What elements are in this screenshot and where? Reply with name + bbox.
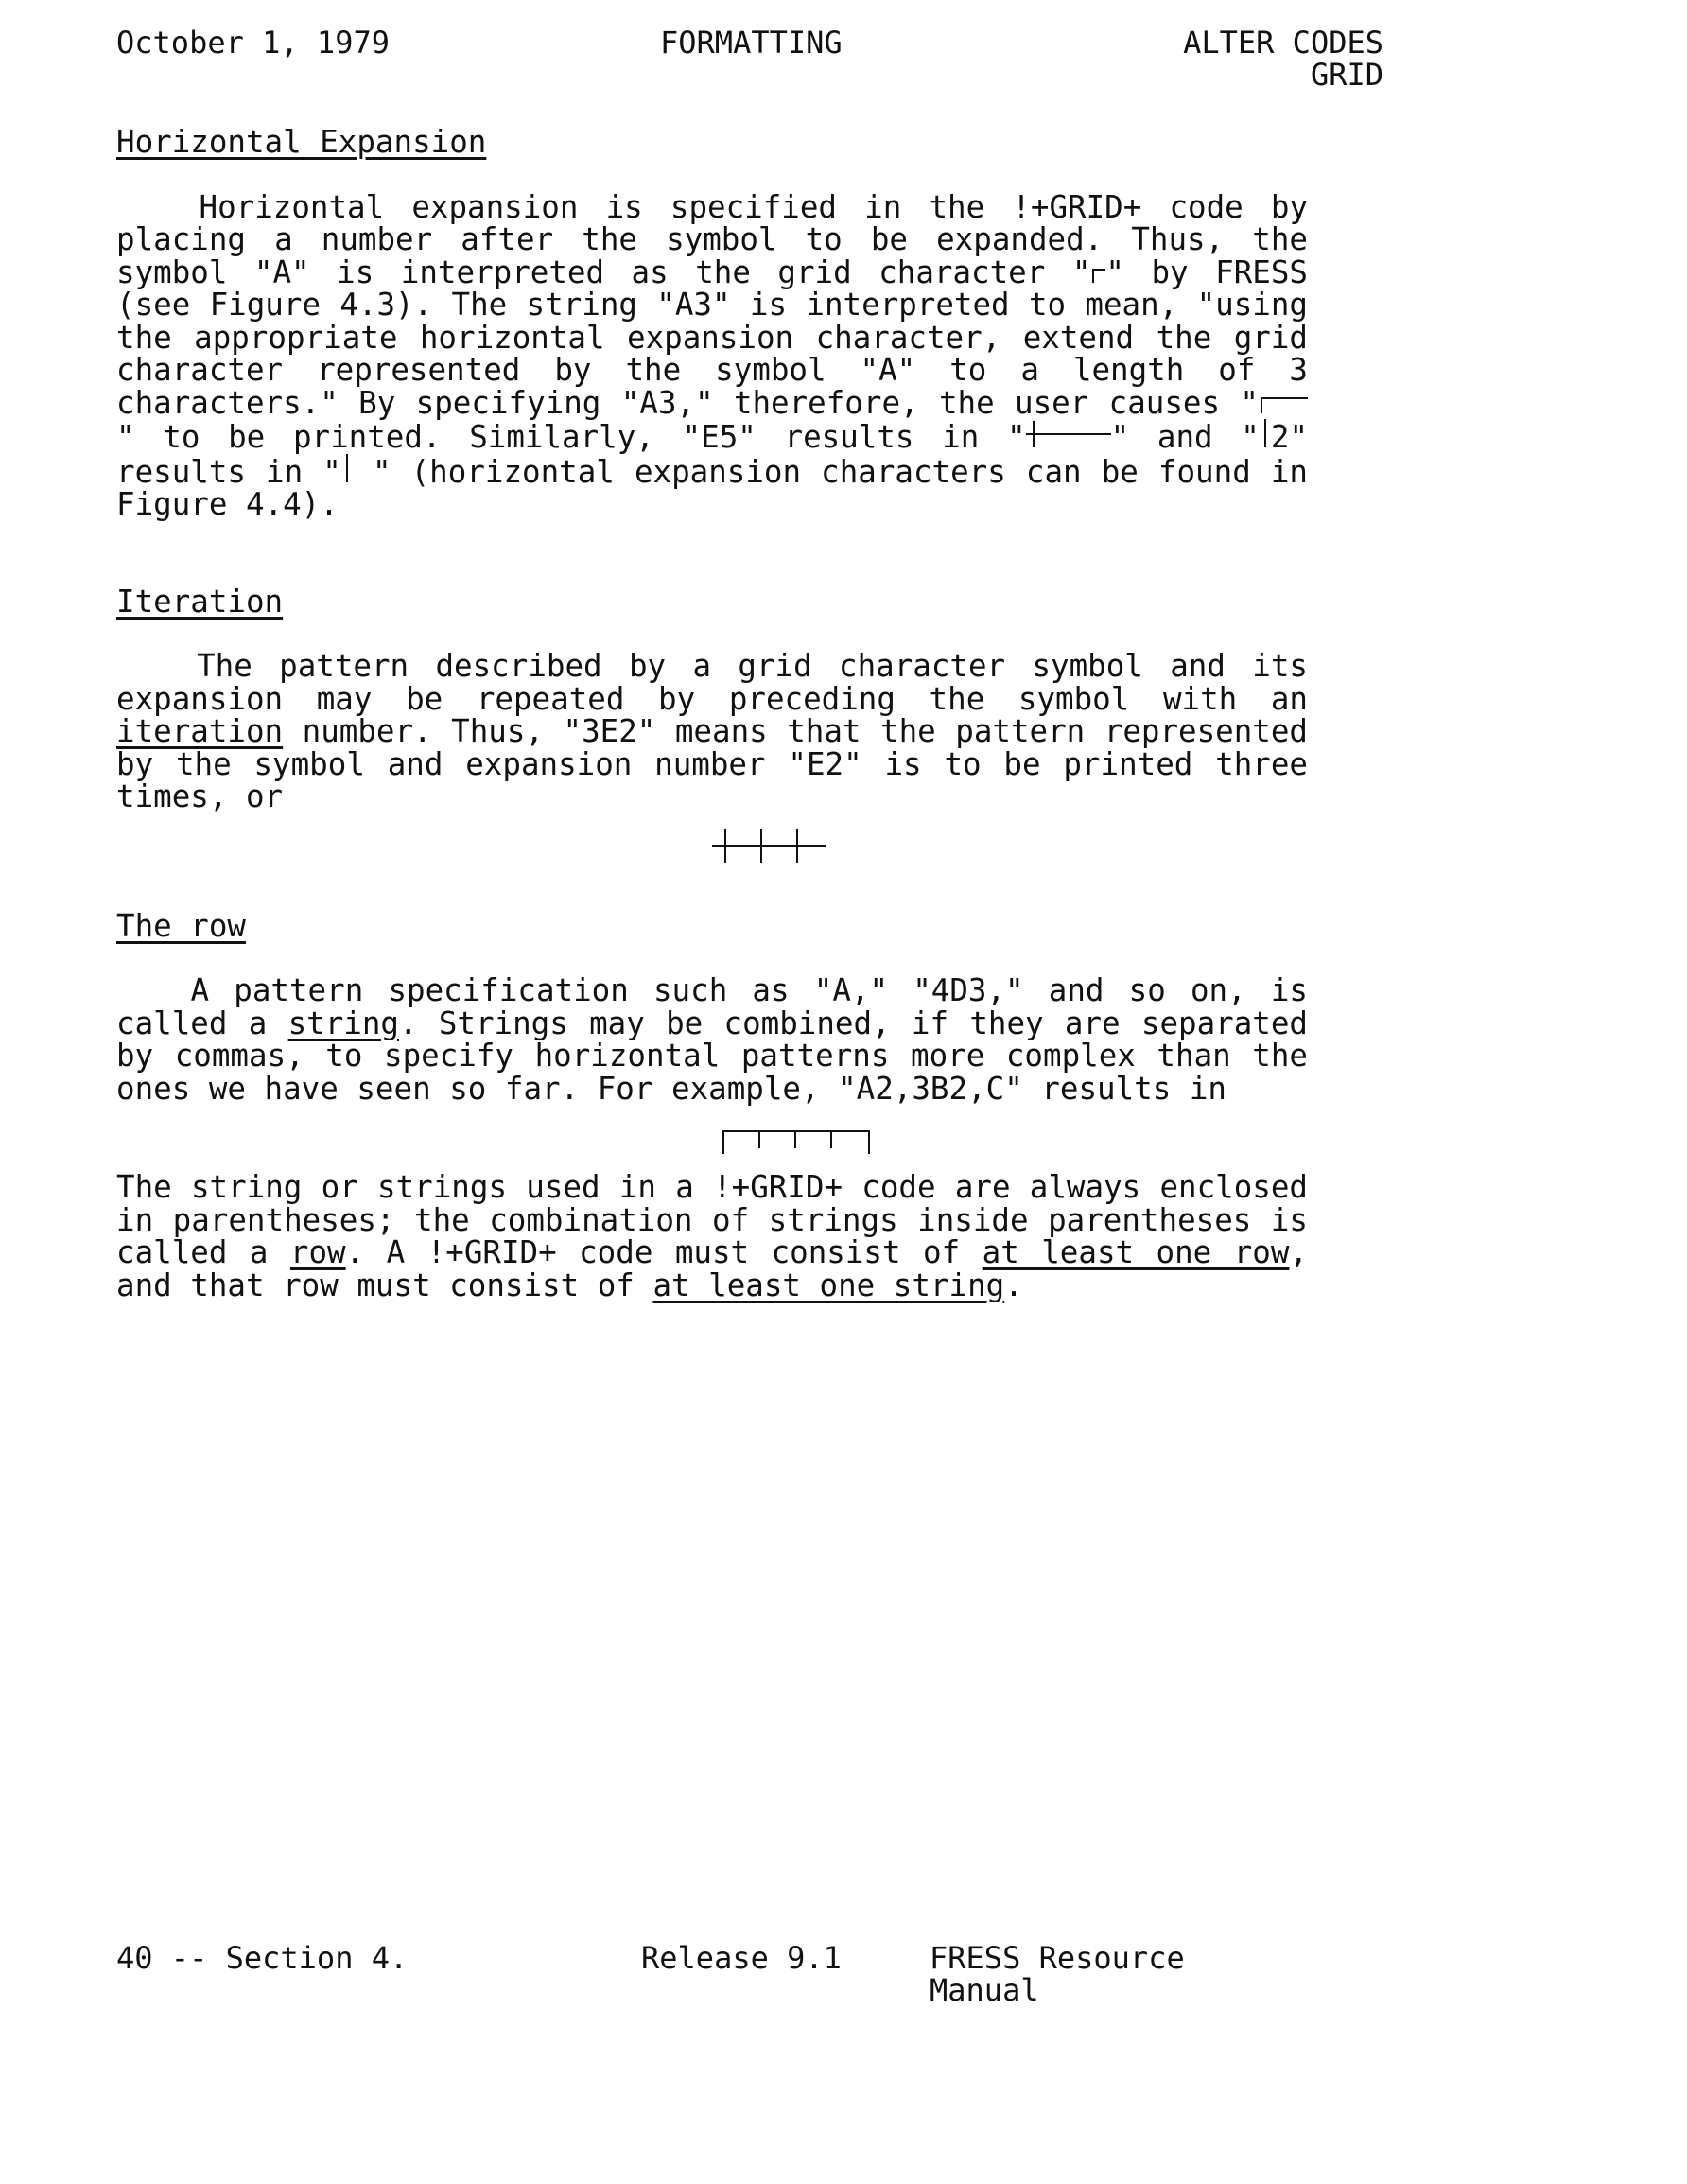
grid-vertical-single-glyph [341, 454, 353, 489]
page-body [116, 126, 1308, 1302]
hexp-text-3: " to be printed. Similarly, "E5" results in " [116, 419, 1026, 455]
hexp-text-6: " (horizontal expansion characters can be found in Figure 4.4). [116, 453, 1308, 522]
heading-iteration: Iteration [116, 583, 284, 620]
header-topic-line2: GRID [1310, 57, 1383, 93]
hexp-text-5: 2" results in " [116, 419, 1309, 490]
row-term-string: string [287, 1005, 399, 1041]
iteration-term: iteration [116, 713, 284, 749]
paragraph-row-definition [116, 1171, 1308, 1302]
footer-release: Release 9.1 [641, 1940, 842, 1976]
row-text-5: , and that row must consist of [116, 1234, 1308, 1303]
paragraph-iteration [116, 650, 1308, 813]
page-header [116, 26, 1383, 102]
paragraph-horizontal-expansion [116, 188, 1309, 522]
hexp-text-4: " and " [1110, 419, 1260, 455]
row-text-3: The string or strings used in a !+GRID+ code are always enclosed in parentheses; the combination of strings inside parentheses is called a [116, 1169, 1308, 1270]
header-section: FORMATTING [660, 25, 843, 61]
row-text-1: A pattern specification such as "A," "4D3," and so on, is called a [116, 972, 1308, 1041]
grid-cross-expanded-glyph [1026, 421, 1111, 454]
row-term-at-least-one-row: at least one row [982, 1234, 1290, 1270]
row-text-4: . A !+GRID+ code must consist of [345, 1234, 983, 1270]
row-text-2: . Strings may be combined, if they are separated by commas, to specify horizontal patterns more complex than the ones we have seen so far. For example, "A2,3B2,C" results in [116, 1005, 1308, 1107]
grid-corner-expanded-glyph [1259, 387, 1308, 420]
figure-row-pattern [116, 1105, 1308, 1171]
grid-corner-glyph [1090, 256, 1105, 289]
header-topic [1183, 26, 1383, 91]
iteration-text-2: number. Thus, "3E2" means that the pattern represented by the symbol and expansion number "E2" is to be printed three times, or [116, 713, 1308, 814]
paragraph-the-row [116, 974, 1308, 1105]
header-date: October 1, 1979 [116, 25, 390, 61]
footer-manual-title: FRESS Resource Manual [930, 1940, 1185, 2008]
row-term-at-least-one-string: at least one string [652, 1267, 1005, 1303]
figure-iteration-pattern [116, 813, 1308, 880]
row-text-6: . [1004, 1267, 1023, 1303]
heading-horizontal-expansion: Horizontal Expansion [116, 124, 487, 160]
hexp-text-2: " by FRESS (see Figure 4.3). The string "A3" is interpreted to mean, "using the appropriate horizontal expansion character, extend the grid character represented by the symbol "A" to a length of 3 characters." By specifying "A3," therefore, the user causes " [116, 253, 1308, 421]
heading-the-row: The row [116, 907, 246, 944]
header-topic-line1: ALTER CODES [1183, 25, 1383, 61]
grid-vertical-glyph [1260, 419, 1271, 454]
hexp-text-1: Horizontal expansion is specified in the !+GRID+ code by placing a number after the symbol to be expanded. Thus, the symbol "A" is interpreted as the grid character " [116, 188, 1309, 290]
row-term-row: row [289, 1234, 346, 1270]
iteration-text-1: The pattern described by a grid character symbol and its expansion may be repeated by preceding the symbol with an [116, 648, 1308, 717]
footer-page-number: 40 -- Section 4. [116, 1940, 409, 1976]
